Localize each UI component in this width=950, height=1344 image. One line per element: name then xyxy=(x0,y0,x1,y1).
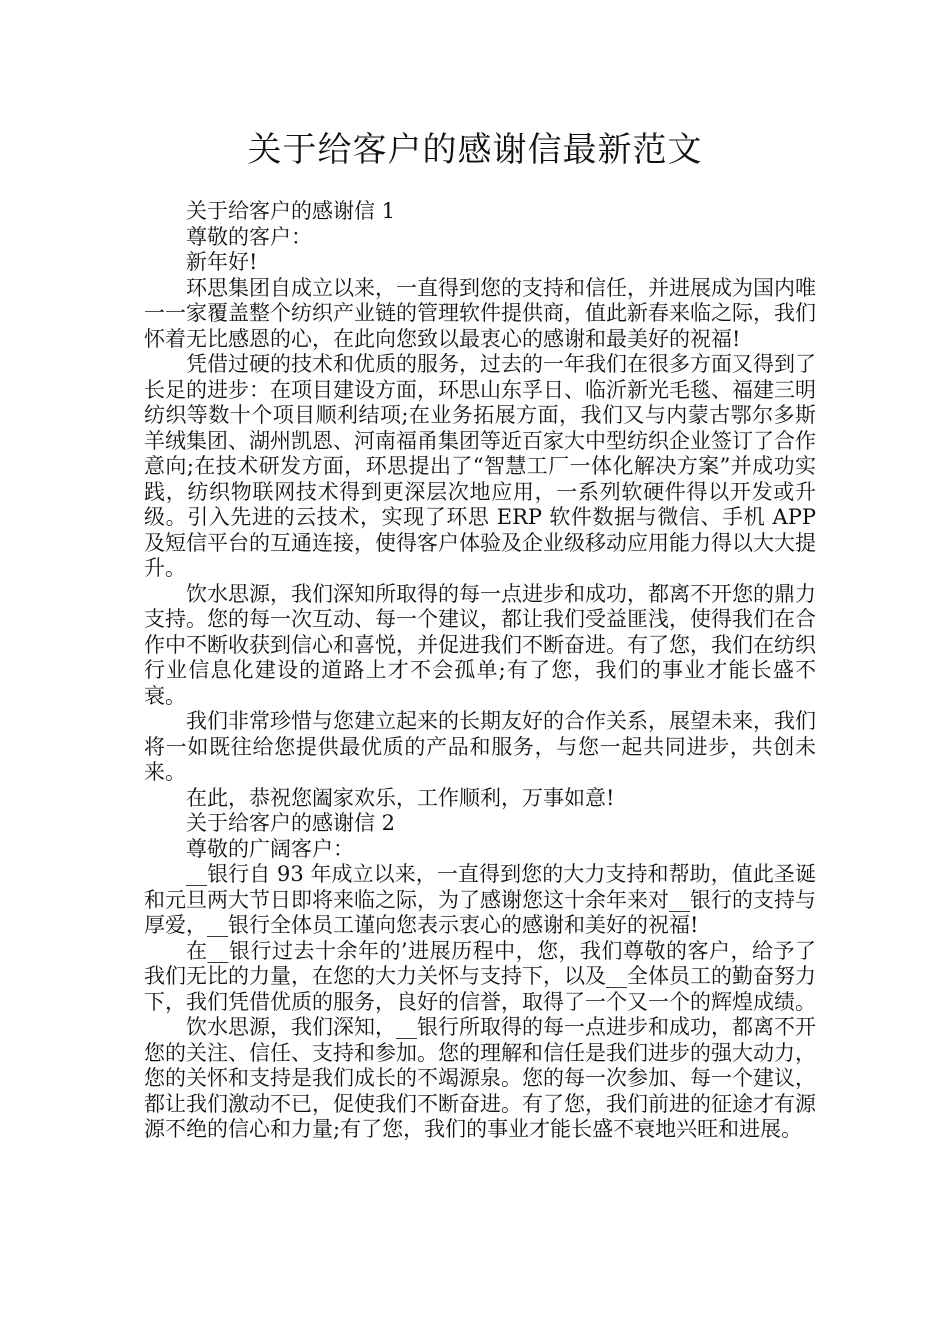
letter2-paragraph: 饮水思源，我们深知，__银行所取得的每一点进步和成功，都离不开您的关注、信任、支持和参加。您的理解和信任是我们进步的强大动力，您的关怀和支持是我们成长的不竭源泉。您的每一次参加、每一个建议，都让我们激动不已，促使我们不断奋进。有了您，我们前进的征途才有源源不绝的信心和力量;有了您，我们的事业才能长盛不衰地兴旺和进展。 xyxy=(144,1015,816,1141)
document-title: 关于给客户的感谢信最新范文 xyxy=(247,130,703,170)
letter1-paragraph: 环思集团自成立以来，一直得到您的支持和信任，并进展成为国内唯一一家覆盖整个纺织产业链的管理软件提供商，值此新春来临之际，我们怀着无比感恩的心，在此向您致以最衷心的感谢和最美好的祝福! xyxy=(144,275,816,351)
letter2-heading: 关于给客户的感谢信 2 xyxy=(186,811,396,835)
letter2-paragraph: __银行自 93 年成立以来，一直得到您的大力支持和帮助，值此圣诞和元旦两大节日即将来临之际，为了感谢您这十余年来对__银行的支持与厚爱，__银行全体员工谨向您表示衷心的感谢和美好的祝福! xyxy=(144,862,816,937)
letter1-paragraph: 我们非常珍惜与您建立起来的长期友好的合作关系，展望未来，我们将一如既往给您提供最优质的产品和服务，与您一起共同进步，共创未来。 xyxy=(144,709,816,784)
letter1-salutation: 尊敬的客户： xyxy=(186,224,312,249)
letter1-closing: 在此，恭祝您阖家欢乐，工作顺利，万事如意! xyxy=(186,785,615,810)
letter2-salutation: 尊敬的广阔客户： xyxy=(186,836,354,861)
letter2-paragraph: 在__银行过去十余年的’进展历程中，您，我们尊敬的客户，给予了我们无比的力量，在您的大力关怀与支持下，以及__全体员工的勤奋努力下，我们凭借优质的服务，良好的信誉，取得了一个又一个的辉煌成绩。 xyxy=(144,938,816,1014)
letter1-greeting: 新年好! xyxy=(186,250,258,274)
letter1-paragraph: 饮水思源，我们深知所取得的每一点进步和成功，都离不开您的鼎力支持。您的每一次互动、每一个建议，都让我们受益匪浅，使得我们在合作中不断收获到信心和喜悦，并促进我们不断奋进。有了您，我们在纺织行业信息化建设的道路上才不会孤单;有了您，我们的事业才能长盛不衰。 xyxy=(144,581,816,708)
document-body xyxy=(144,199,816,1143)
letter1-paragraph: 凭借过硬的技术和优质的服务，过去的一年我们在很多方面又得到了长足的进步：在项目建设方面，环思山东孚日、临沂新光毛毯、福建三明纺织等数十个项目顺利结项;在业务拓展方面，我们又与内蒙古鄂尔多斯羊绒集团、湖州凯恩、河南福甬集团等近百家大中型纺织企业签订了合作意向;在技术研发方面，环思提出了“智慧工厂一体化解决方案”并成功实践，纺织物联网技术得到更深层次地应用，一系列软硬件得以开发或升级。引入先进的云技术，实现了环思 ERP 软件数据与微信、手机 APP 及短信平台的互通连接，使得客户体验及企业级移动应用能力得以大大提升。 xyxy=(144,352,816,580)
letter1-heading: 关于给客户的感谢信 1 xyxy=(186,199,396,223)
